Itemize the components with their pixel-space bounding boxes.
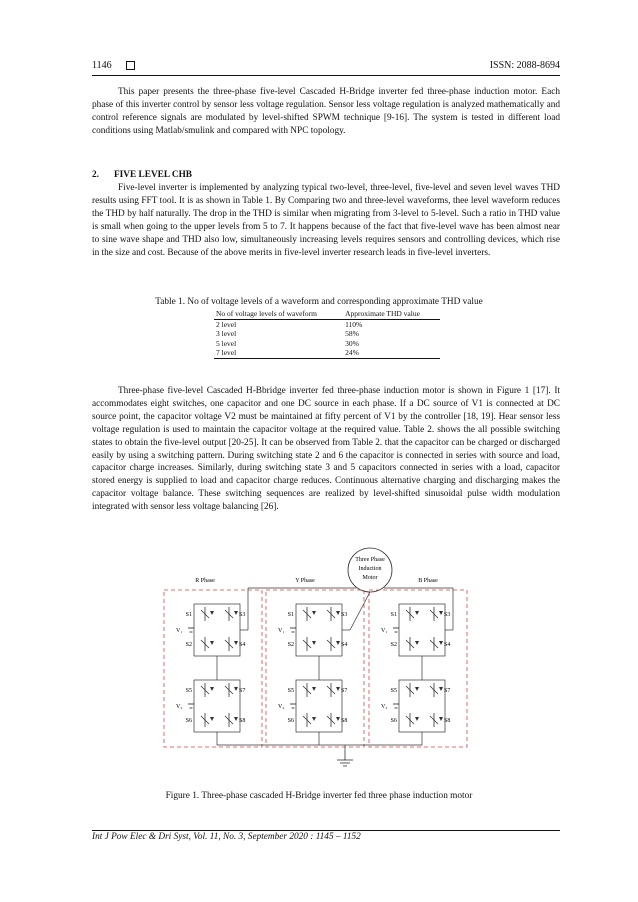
switch-label: S1 <box>390 612 397 618</box>
motor-label-line: Three Phase <box>355 557 385 563</box>
switch-label: S2 <box>185 642 192 648</box>
dc-source-icon <box>176 704 194 710</box>
switch-label: S8 <box>239 718 246 724</box>
upper-bridge <box>296 604 342 656</box>
igbt-switch-icon <box>288 607 316 621</box>
figure1-caption: Figure 1. Three-phase cascaded H-Bridge inverter fed three phase induction motor <box>165 791 473 801</box>
switch-label: S6 <box>185 718 192 724</box>
table1-header: No of voltage levels of waveform <box>214 309 343 319</box>
switch-label: S7 <box>341 688 348 694</box>
table-cell: 7 level <box>214 348 343 358</box>
switch-label: S4 <box>239 642 246 648</box>
switch-label: S5 <box>287 688 294 694</box>
phase-block <box>369 590 467 747</box>
switch-label: S3 <box>341 612 348 618</box>
igbt-switch-icon <box>186 637 214 651</box>
upper-bridge <box>399 604 445 656</box>
igbt-switch-icon <box>430 607 450 621</box>
igbt-switch-icon <box>186 683 214 697</box>
igbt-switch-icon <box>391 607 419 621</box>
igbt-switch-icon <box>288 683 316 697</box>
table-cell: 24% <box>343 348 440 358</box>
igbt-switch-icon <box>327 607 347 621</box>
phase-label-y: Y Phase <box>295 578 315 584</box>
igbt-switch-icon <box>391 637 419 651</box>
source-label: V₁ <box>381 628 388 634</box>
phase-boundary <box>164 590 262 747</box>
section-title: FIVE LEVEL CHB <box>114 170 193 180</box>
issn: ISSN: 2088-8694 <box>489 60 560 71</box>
phase-block <box>266 590 364 747</box>
igbt-switch-icon <box>225 637 245 651</box>
table-row <box>214 348 440 358</box>
dc-source-icon <box>176 628 194 634</box>
lower-bridge <box>194 680 240 732</box>
phase-boundary <box>369 590 467 747</box>
switch-label: S6 <box>287 718 294 724</box>
running-header <box>92 60 560 74</box>
switch-label: S3 <box>444 612 451 618</box>
table-row <box>214 319 440 329</box>
phase-label-b: B Phase <box>418 578 438 584</box>
source-label: V₁ <box>278 628 285 634</box>
switch-label: S3 <box>239 612 246 618</box>
igbt-switch-icon <box>186 713 214 727</box>
igbt-switch-icon <box>327 713 347 727</box>
igbt-switch-icon <box>391 683 419 697</box>
igbt-switch-icon <box>186 607 214 621</box>
switch-label: S7 <box>444 688 451 694</box>
phase-block <box>164 590 262 747</box>
table-cell: 30% <box>345 338 359 348</box>
dc-source-icon <box>381 628 399 634</box>
intro-paragraph: This paper presents the three-phase five-level Cascaded H-Bridge inverter fed three-phase induction motor. Each phase of this inverter control by sensor less voltage regulation. Sensor less voltage regulation is analyzed mathematically and control reference signals are modulated by level-shifted SPWM technique [9-16]. The system is tested in different load conditions using Matlab/smulink and compared with NPC topology. <box>92 87 560 136</box>
table1-caption: Table 1. No of voltage levels of a waveform and corresponding approximate THD value <box>155 297 483 307</box>
table1 <box>214 309 440 359</box>
section-heading <box>92 170 192 180</box>
table-cell: 58% <box>345 329 359 339</box>
table-cell: 110% <box>345 319 363 329</box>
igbt-switch-icon <box>327 637 347 651</box>
section-paragraph: Five-level inverter is implemented by analyzing typical two-level, three-level, five-level and seven level waves THD results using FFT tool. It is as shown in Table 1. By Comparing two and three-level waveforms, thee level waveform reduces the THD by half naturally. The drop in the THD is similar when migrating from 3-level to 5-level. Such a ratio in THD value is small when going to the upper levels from 5 to 7. It happens because of the fact that five-level wave has been almost near to sine wave shape and THD also low, simultaneously increasing levels requires sensors and controlling devices, which rise in the size and cost. Because of the above merits in five-level inverter research leads in five-level inverters. <box>92 183 560 258</box>
source-label: V₂ <box>176 704 183 710</box>
igbt-switch-icon <box>288 637 316 651</box>
source-label: V₁ <box>176 628 183 634</box>
dc-source-icon <box>278 628 296 634</box>
switch-label: S8 <box>341 718 348 724</box>
igbt-switch-icon <box>225 713 245 727</box>
switch-label: S1 <box>185 612 192 618</box>
igbt-switch-icon <box>327 683 347 697</box>
table-cell: 2 level <box>216 319 237 329</box>
table1-header: Approximate THD value <box>343 309 440 319</box>
switch-label: S2 <box>390 642 397 648</box>
section-number: 2. <box>92 170 99 180</box>
switch-label: S4 <box>444 642 451 648</box>
footer-citation: Int J Pow Elec & Dri Syst, Vol. 11, No. 3, September 2020 : 1145 – 1152 <box>92 832 361 842</box>
motor-label-line: Induction <box>358 566 382 572</box>
dc-source-icon <box>381 704 399 710</box>
dc-source-icon <box>278 704 296 710</box>
switch-label: S4 <box>341 642 348 648</box>
lower-bridge <box>399 680 445 732</box>
figure1-circuit-diagram <box>160 540 490 780</box>
switch-label: S8 <box>444 718 451 724</box>
igbt-switch-icon <box>225 607 245 621</box>
motor-label-line: Motor <box>362 575 378 581</box>
switch-label: S1 <box>287 612 294 618</box>
switch-label: S6 <box>390 718 397 724</box>
table-cell: 3 level <box>216 329 237 339</box>
igbt-switch-icon <box>430 637 450 651</box>
igbt-switch-icon <box>288 713 316 727</box>
switch-label: S5 <box>185 688 192 694</box>
page-number: 1146 <box>92 60 112 71</box>
lower-bridge <box>296 680 342 732</box>
square-icon <box>126 61 135 70</box>
phase-label-r: R Phase <box>195 578 215 584</box>
table-cell: 5 level <box>216 338 237 348</box>
source-label: V₂ <box>381 704 388 710</box>
figure-description-paragraph: Three-phase five-level Cascaded H-Bbridge inverter fed three-phase induction motor is shown in Figure 1 [17]. It accommodates eight switches, one capacitor and one DC source in each phase. If a DC source of V1 is connected at DC source point, the capacitor voltage V2 must be maintained at fifty percent of V1 by the controller [18, 19]. Hear sensor less voltage regulation is used to maintain the capacitor voltage at the required value. Table 2. shows the all possible switching states to obtain the five-level output [20-25]. It can be observed from Table 2. that the capacitor can be charged or discharged easily by using a switching pattern. During switching state 2 and 6 the capacitor is connected in series with source and load, capacitor charge increases. Similarly, during switching state 3 and 5 capacitors connected in series with a load, capacitor stored energy is supplied to load and capacitor charge reduces. Continuous alternative charging and discharging makes the capacitor voltage balance. These switching sequences are realized by level-shifted sinusoidal pulse width modulation integrated with sensor less voltage balancing [26]. <box>92 386 560 513</box>
source-label: V₂ <box>278 704 285 710</box>
header-rule <box>92 75 560 76</box>
igbt-switch-icon <box>430 683 450 697</box>
upper-bridge <box>194 604 240 656</box>
table-row <box>214 339 440 349</box>
igbt-switch-icon <box>391 713 419 727</box>
switch-label: S2 <box>287 642 294 648</box>
igbt-switch-icon <box>430 713 450 727</box>
switch-label: S5 <box>390 688 397 694</box>
ground-symbol <box>337 750 353 766</box>
table-row <box>214 329 440 339</box>
igbt-switch-icon <box>225 683 245 697</box>
switch-label: S7 <box>239 688 246 694</box>
footer-rule <box>92 830 560 831</box>
induction-motor <box>348 548 392 592</box>
phase-boundary <box>266 590 364 747</box>
